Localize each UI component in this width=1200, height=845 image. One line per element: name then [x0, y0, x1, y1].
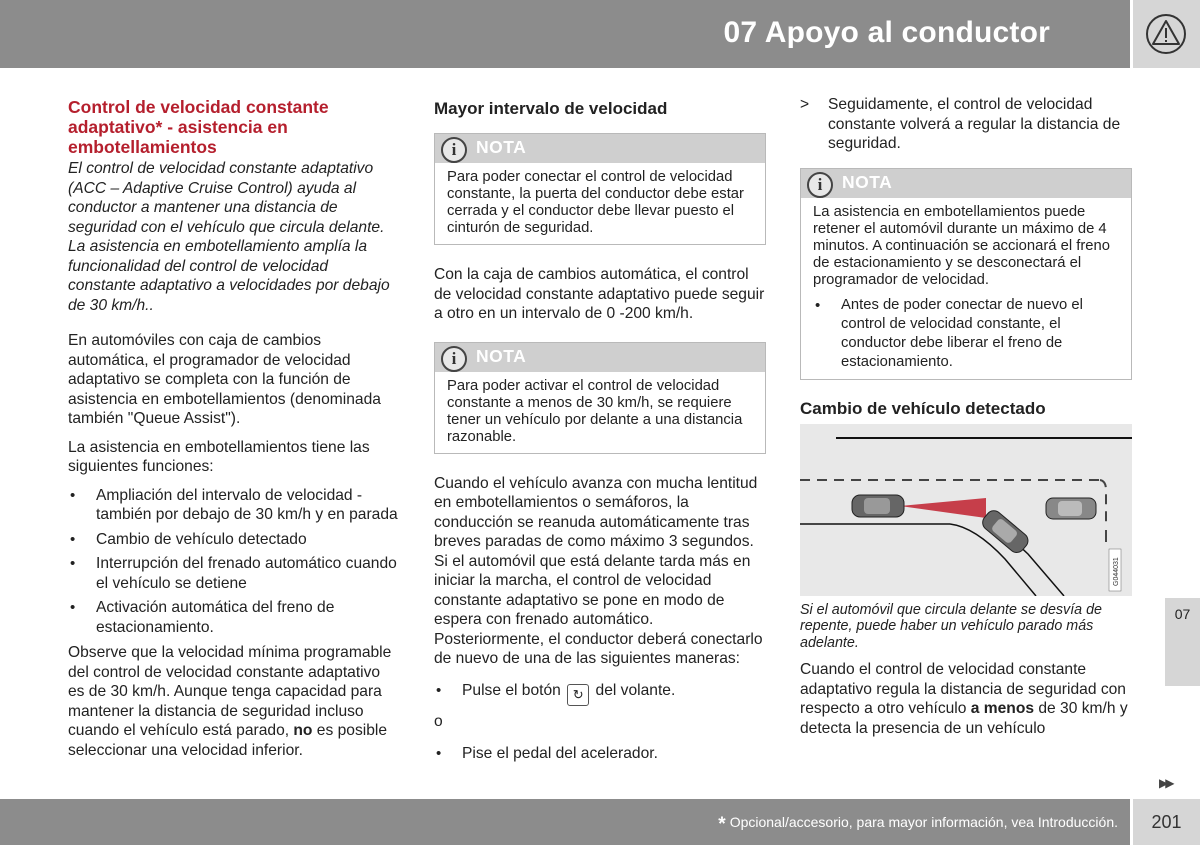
step-text: Seguidamente, el control de velocidad constante volverá a regular la distancia de seguridad. [828, 96, 1121, 152]
note-header [435, 134, 765, 163]
list-item [434, 681, 766, 706]
road-illustration [800, 424, 1132, 596]
list-item: • Activación automática del freno de estacionamiento. [68, 598, 400, 637]
note-text: Para poder activar el control de velocidad constante a menos de 30 km/h, se requiere tener un vehículo por delante a una distancia razonable. [447, 377, 743, 445]
emphasis: no [293, 722, 313, 739]
stopped-car-icon [1046, 498, 1096, 519]
page-number: 201 [1133, 799, 1200, 845]
footnote-text: Opcional/accesorio, para mayor información, vea Introducción. [729, 814, 1118, 830]
paragraph: Cuando el vehículo avanza con mucha lentitud en embotellamientos o semáforos, la conducción se reanuda automáticamente tras breves paradas de como máximo 3 segundos. Si el automóvil que está delante tarda más en iniciar la marcha, el control de velocidad constante adaptativo se pone en modo de espera con frenado automático. Posteriormente, el conductor deberá conectarlo de nuevo de una de las siguientes maneras: [434, 474, 763, 667]
column-1 [68, 95, 400, 769]
subheading: Cambio de vehículo detectado [800, 398, 1046, 418]
note-label: NOTA [476, 137, 527, 157]
text: Cuando el control de velocidad constante adaptativo regula la distancia de seguridad con respecto a otro vehículo [800, 661, 1126, 717]
resume-button-icon: ↻ [567, 684, 589, 706]
double-arrow-right-icon: ▶▶ [1159, 776, 1172, 790]
step-item [800, 95, 1132, 154]
info-icon: i [441, 137, 467, 163]
text: del volante. [595, 681, 676, 699]
note-header [801, 169, 1131, 198]
paragraph [800, 660, 1132, 738]
page-header [0, 0, 1130, 68]
figure-caption: Si el automóvil que circula delante se desvía de repente, puede haber un vehículo parado más adelante. [800, 601, 1103, 651]
info-icon: i [807, 172, 833, 198]
list-item: • Cambio de vehículo detectado [68, 530, 400, 550]
asterisk: * [718, 814, 726, 835]
note-list [813, 296, 1119, 372]
list-item: • Pise el pedal del acelerador. [434, 744, 766, 764]
paragraph [68, 643, 400, 760]
note-box [434, 342, 766, 454]
text: Observe que la velocidad mínima programable del control de velocidad constante adaptativo es de 30 km/h. Aunque tenga capacidad para mantener la distancia de seguridad incluso cuando el vehículo está parado, [68, 644, 392, 739]
note-body [801, 198, 1131, 379]
section-heading: Control de velocidad constante adaptativo* - asistencia en embotellamientos [68, 97, 329, 157]
paragraph: En automóviles con caja de cambios automática, el programador de velocidad adaptativo se completa con la función de asistencia en embotellamientos (denominada también "Queue Assist"). [68, 332, 381, 427]
text: de 30 km/h y detecta la presencia de un vehículo [800, 700, 1128, 737]
intro-paragraph: El control de velocidad constante adaptativo (ACC – Adaptive Cruise Control) ayuda al conductor a mantener una distancia de seguridad con el vehículo que circula delante. La asistencia en embotellamiento amplía la funcionalidad del control de velocidad constante adaptativo a velocidades por debajo de 30 km/h.. [68, 160, 390, 314]
option-list [434, 681, 766, 706]
or-text: o [434, 712, 443, 730]
note-text: Para poder conectar el control de velocidad constante, la puerta del conductor debe estar cerrada y el conductor debe llevar puesto el cinturón de seguridad. [447, 169, 744, 236]
text: es posible seleccionar una velocidad inferior. [68, 722, 388, 759]
step-arrow: > [800, 96, 810, 113]
paragraph: Con la caja de cambios automática, el control de velocidad constante adaptativo puede seguir a otro en un intervalo de 0 -200 km/h. [434, 266, 765, 322]
chapter-title: 07 Apoyo al conductor [723, 16, 1050, 49]
info-icon: i [441, 346, 467, 372]
subheading: Mayor intervalo de velocidad [434, 99, 668, 118]
note-text: La asistencia en embotellamientos puede retener el automóvil durante un máximo de 4 minutos. A continuación se accionará el freno de estacionamiento y se desconectará el programador de velocidad. [813, 203, 1110, 288]
warning-triangle-icon [1144, 13, 1188, 55]
emphasis: a menos [970, 700, 1035, 717]
diagram-code: G044031 [1113, 556, 1120, 586]
page-footer [0, 799, 1130, 845]
note-label: NOTA [842, 171, 893, 192]
note-label: NOTA [476, 345, 527, 366]
option-list [434, 744, 766, 764]
vehicle-change-diagram [800, 424, 1132, 596]
function-list [68, 486, 400, 638]
column-2 [434, 95, 766, 770]
text: Pulse el botón [462, 681, 561, 699]
own-car-icon [852, 495, 904, 517]
note-box [800, 168, 1132, 380]
footnote [718, 814, 1118, 836]
list-item: • Ampliación del intervalo de velocidad - también por debajo de 30 km/h y en parada [68, 486, 400, 525]
paragraph: La asistencia en embotellamientos tiene las siguientes funciones: [68, 438, 370, 475]
note-header [435, 343, 765, 372]
chapter-side-tab: 07 [1165, 598, 1200, 686]
header-icon-tab [1133, 0, 1200, 68]
note-box [434, 133, 766, 245]
list-item: • Antes de poder conectar de nuevo el control de velocidad constante, el conductor debe liberar el freno de estacionamiento. [813, 296, 1119, 372]
column-3 [800, 95, 1132, 747]
list-item: • Interrupción del frenado automático cuando el vehículo se detiene [68, 554, 400, 593]
